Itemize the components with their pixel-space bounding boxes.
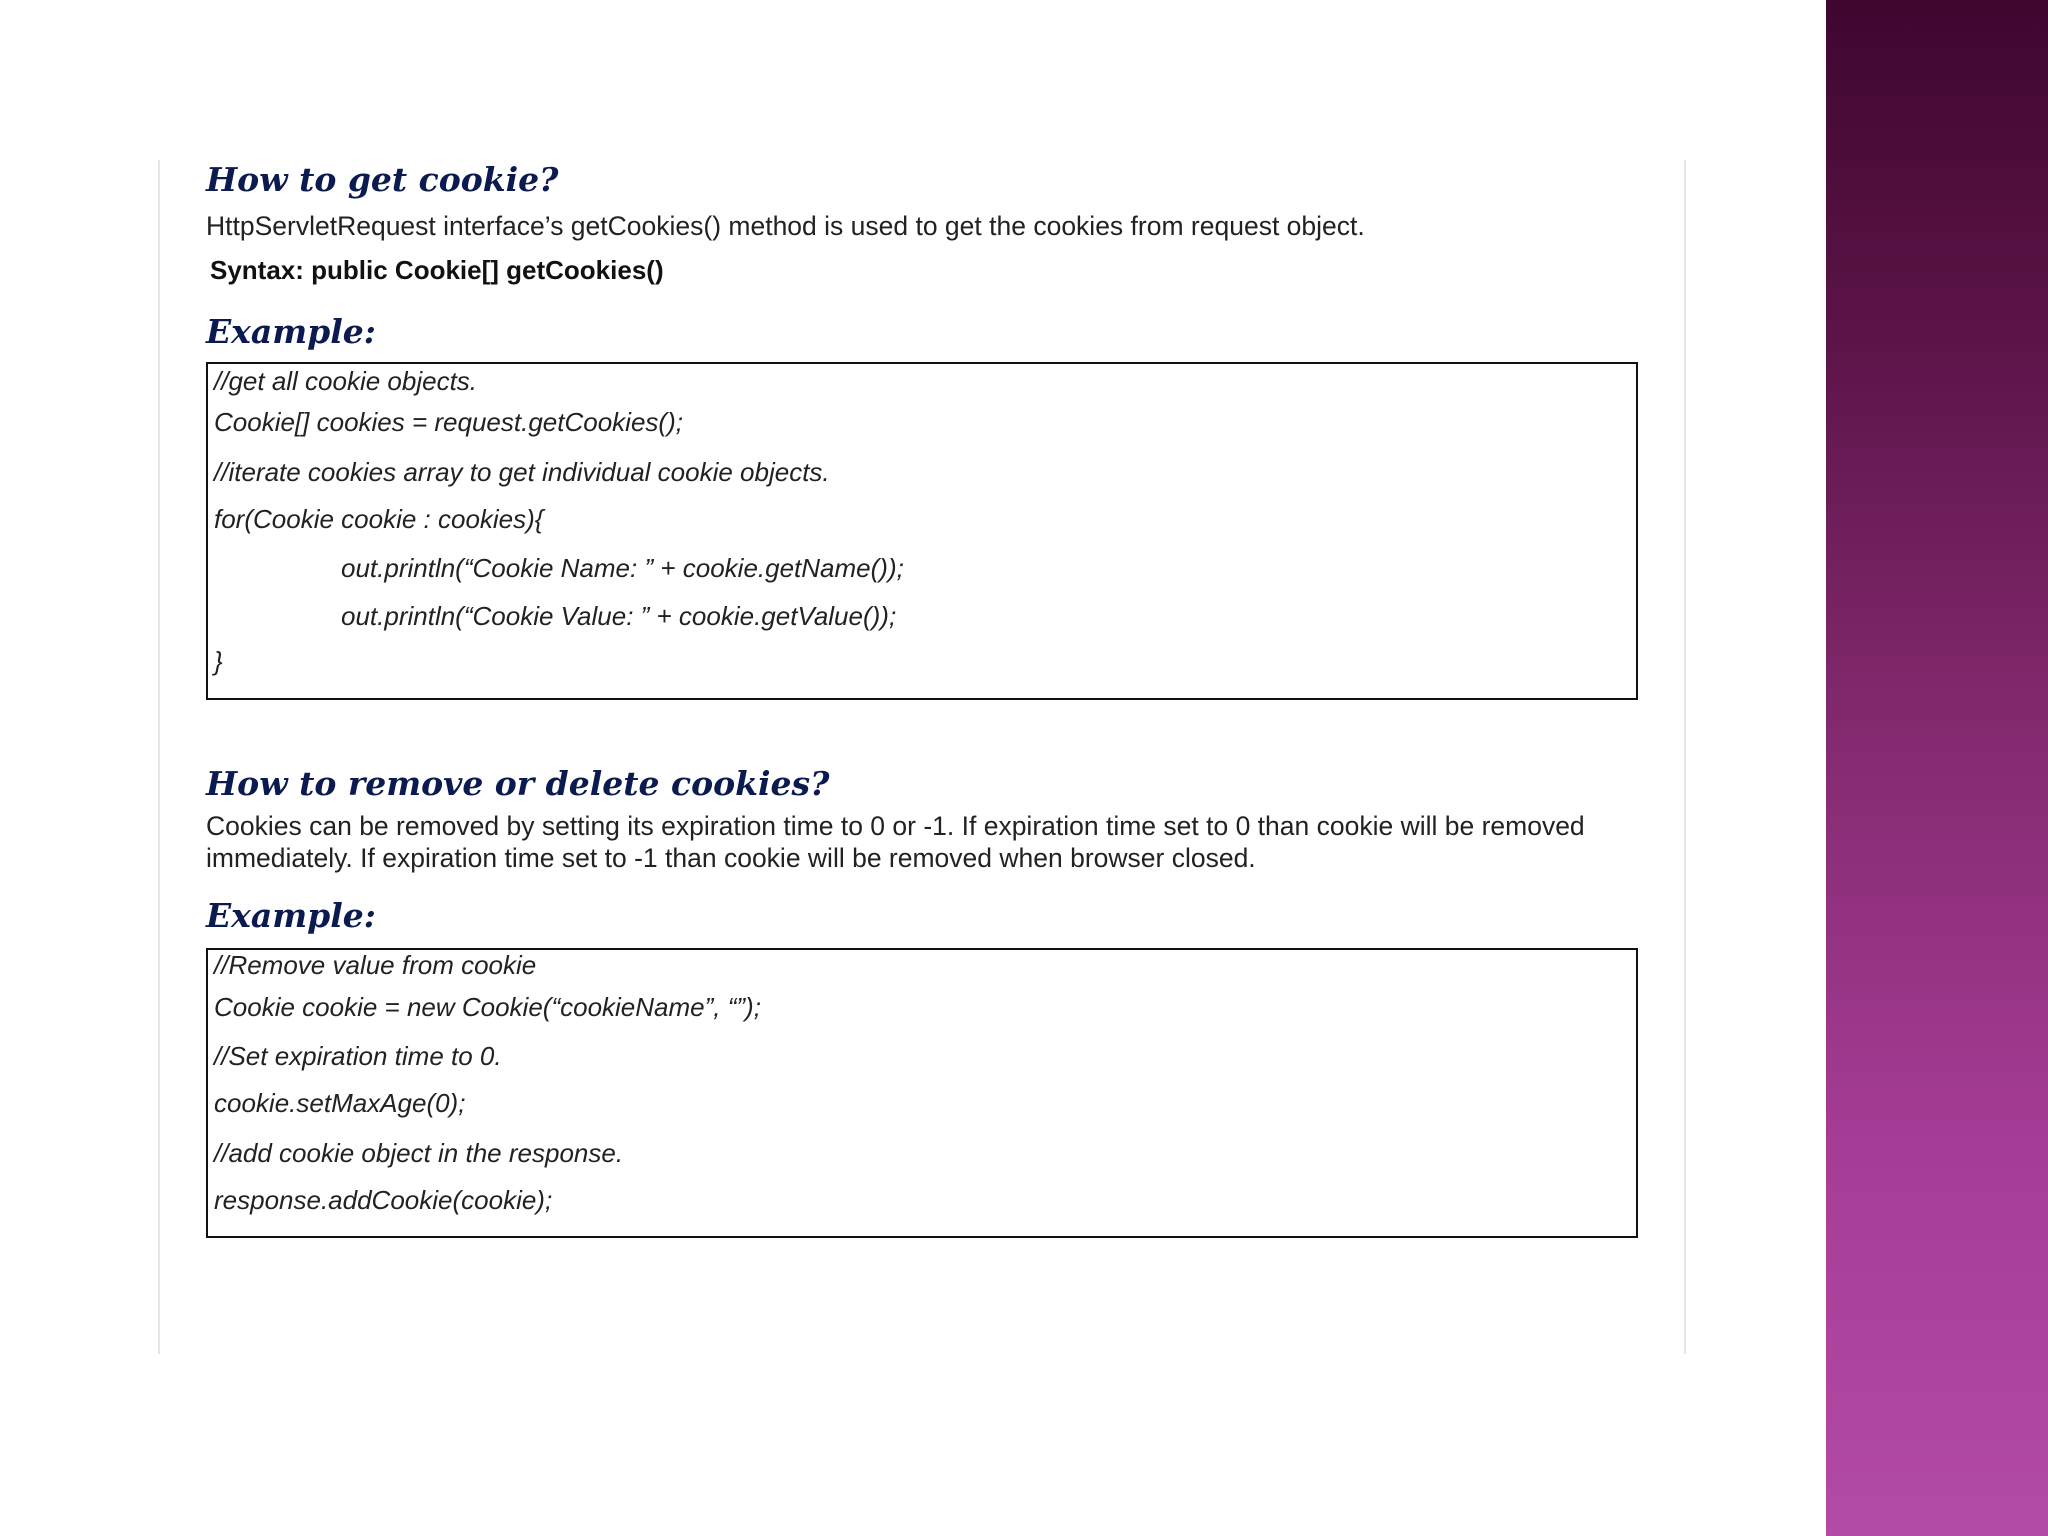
code-line: out.println(“Cookie Name: ” + cookie.getName()); xyxy=(341,553,904,583)
code-line: out.println(“Cookie Value: ” + cookie.getValue()); xyxy=(341,601,897,631)
decorative-side-band xyxy=(1826,0,2048,1536)
remove-example-heading: Example: xyxy=(206,896,376,935)
code-line: //get all cookie objects. xyxy=(214,366,478,396)
syntax-line: Syntax: public Cookie[] getCookies() xyxy=(210,255,664,285)
code-line: //Remove value from cookie xyxy=(214,950,537,980)
get-cookie-heading: How to get cookie? xyxy=(206,160,559,199)
code-line: //Set expiration time to 0. xyxy=(214,1041,502,1071)
remove-cookie-heading: How to remove or delete cookies? xyxy=(206,764,830,803)
get-cookie-description: HttpServletRequest interface’s getCookies() method is used to get the cookies from request object. xyxy=(206,211,1365,241)
code-line: for(Cookie cookie : cookies){ xyxy=(214,504,544,534)
remove-cookie-description: Cookies can be removed by setting its expiration time to 0 or -1. If expiration time set to 0 than cookie will be removed immediately. If expiration time set to -1 than cookie will be removed when browser closed. xyxy=(206,811,1585,873)
code-line: Cookie cookie = new Cookie(“cookieName”, “”); xyxy=(214,992,761,1022)
remove-cookie-code-box xyxy=(206,948,1638,1238)
code-line: response.addCookie(cookie); xyxy=(214,1185,553,1215)
get-example-heading: Example: xyxy=(206,312,376,351)
code-line: //iterate cookies array to get individual cookie objects. xyxy=(214,457,830,487)
get-cookie-code-box xyxy=(206,362,1638,700)
code-line: cookie.setMaxAge(0); xyxy=(214,1088,466,1118)
code-line: //add cookie object in the response. xyxy=(214,1138,624,1168)
slide-content xyxy=(206,160,1638,1238)
code-line: Cookie[] cookies = request.getCookies(); xyxy=(214,407,683,437)
code-line: } xyxy=(214,646,223,676)
